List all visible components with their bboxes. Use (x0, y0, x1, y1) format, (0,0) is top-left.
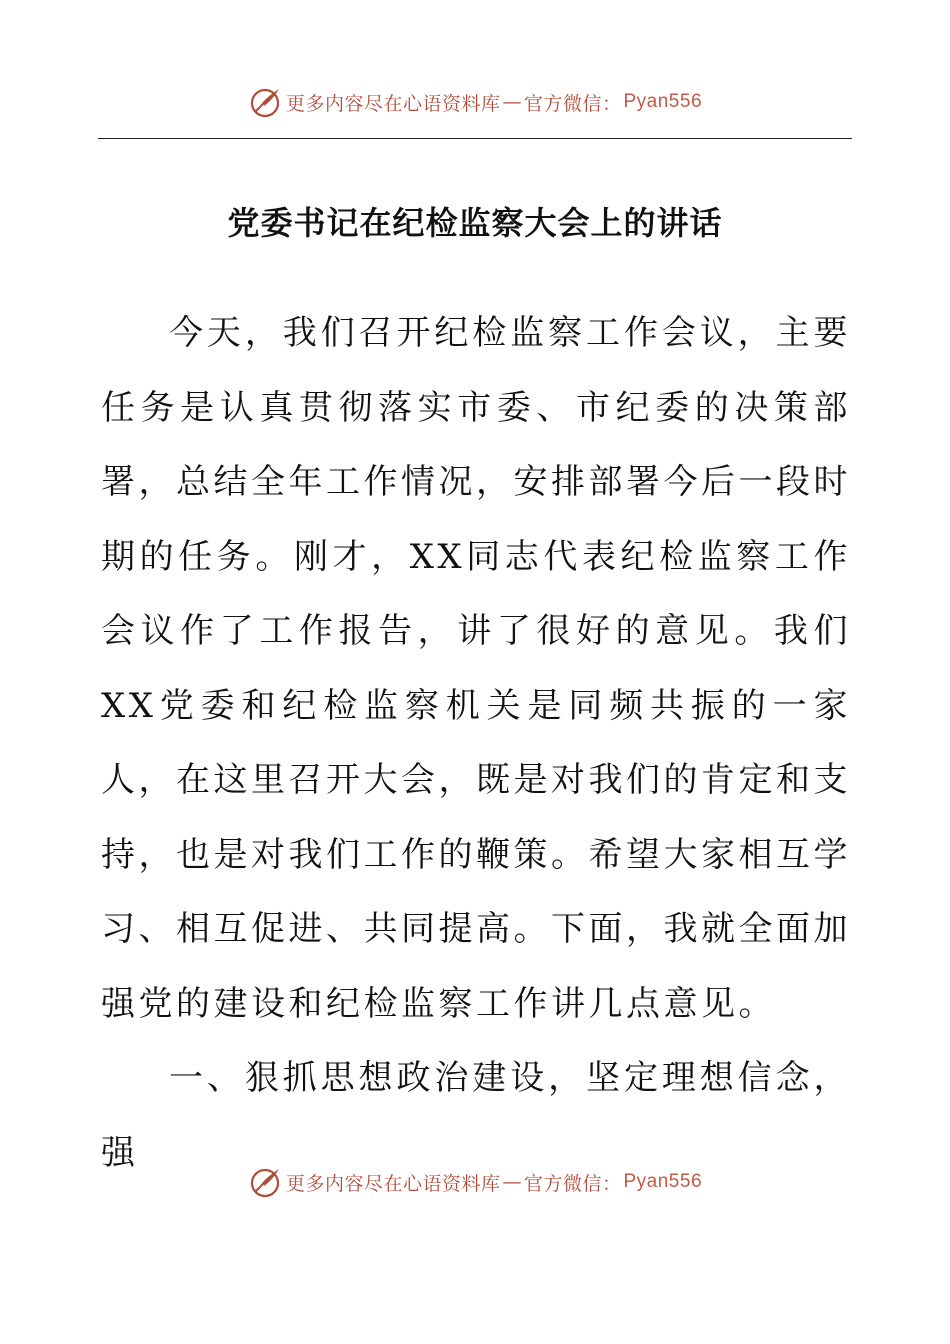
quill-pen-logo-icon (248, 85, 282, 119)
header-brand-text: 更多内容尽在心语资料库 (285, 92, 501, 115)
paragraph-section-one: 一、狠抓思想政治建设，坚定理想信念，强 (101, 1058, 851, 1173)
paragraph-intro: 今天，我们召开纪检监察工作会议，主要任务是认真贯彻落实市委、市纪委的决策部署，总结全年工作情况，安排部署今后一段时期的任务。刚才，XX同志代表纪检监察工作会议作了工作报告，讲了很好的意见。我们XX党委和纪检监察机关是同频共振的一家人，在这里召开大会，既是对我们的肯定和支持，也是对我们工作的鞭策。希望大家相互学习、相互促进、共同提高。下面，我就全面加强党的建设和纪检监察工作讲几点意见。 (101, 313, 851, 1024)
footer-separator: — (502, 1171, 522, 1193)
header-divider (98, 138, 852, 139)
footer-wechat-label: 官方微信： (523, 1172, 622, 1195)
footer-wechat-id: Pyan556 (623, 1171, 703, 1192)
document-title: 党委书记在纪检监察大会上的讲话 (227, 204, 723, 242)
header-separator: — (502, 91, 522, 113)
footer-brand-text: 更多内容尽在心语资料库 (285, 1172, 501, 1195)
header-watermark (0, 82, 950, 122)
header-wechat-label: 官方微信： (523, 92, 622, 115)
document-body (101, 296, 851, 1190)
quill-pen-logo-icon (248, 1165, 282, 1199)
header-wechat-id: Pyan556 (623, 91, 703, 112)
footer-watermark (0, 1162, 950, 1202)
